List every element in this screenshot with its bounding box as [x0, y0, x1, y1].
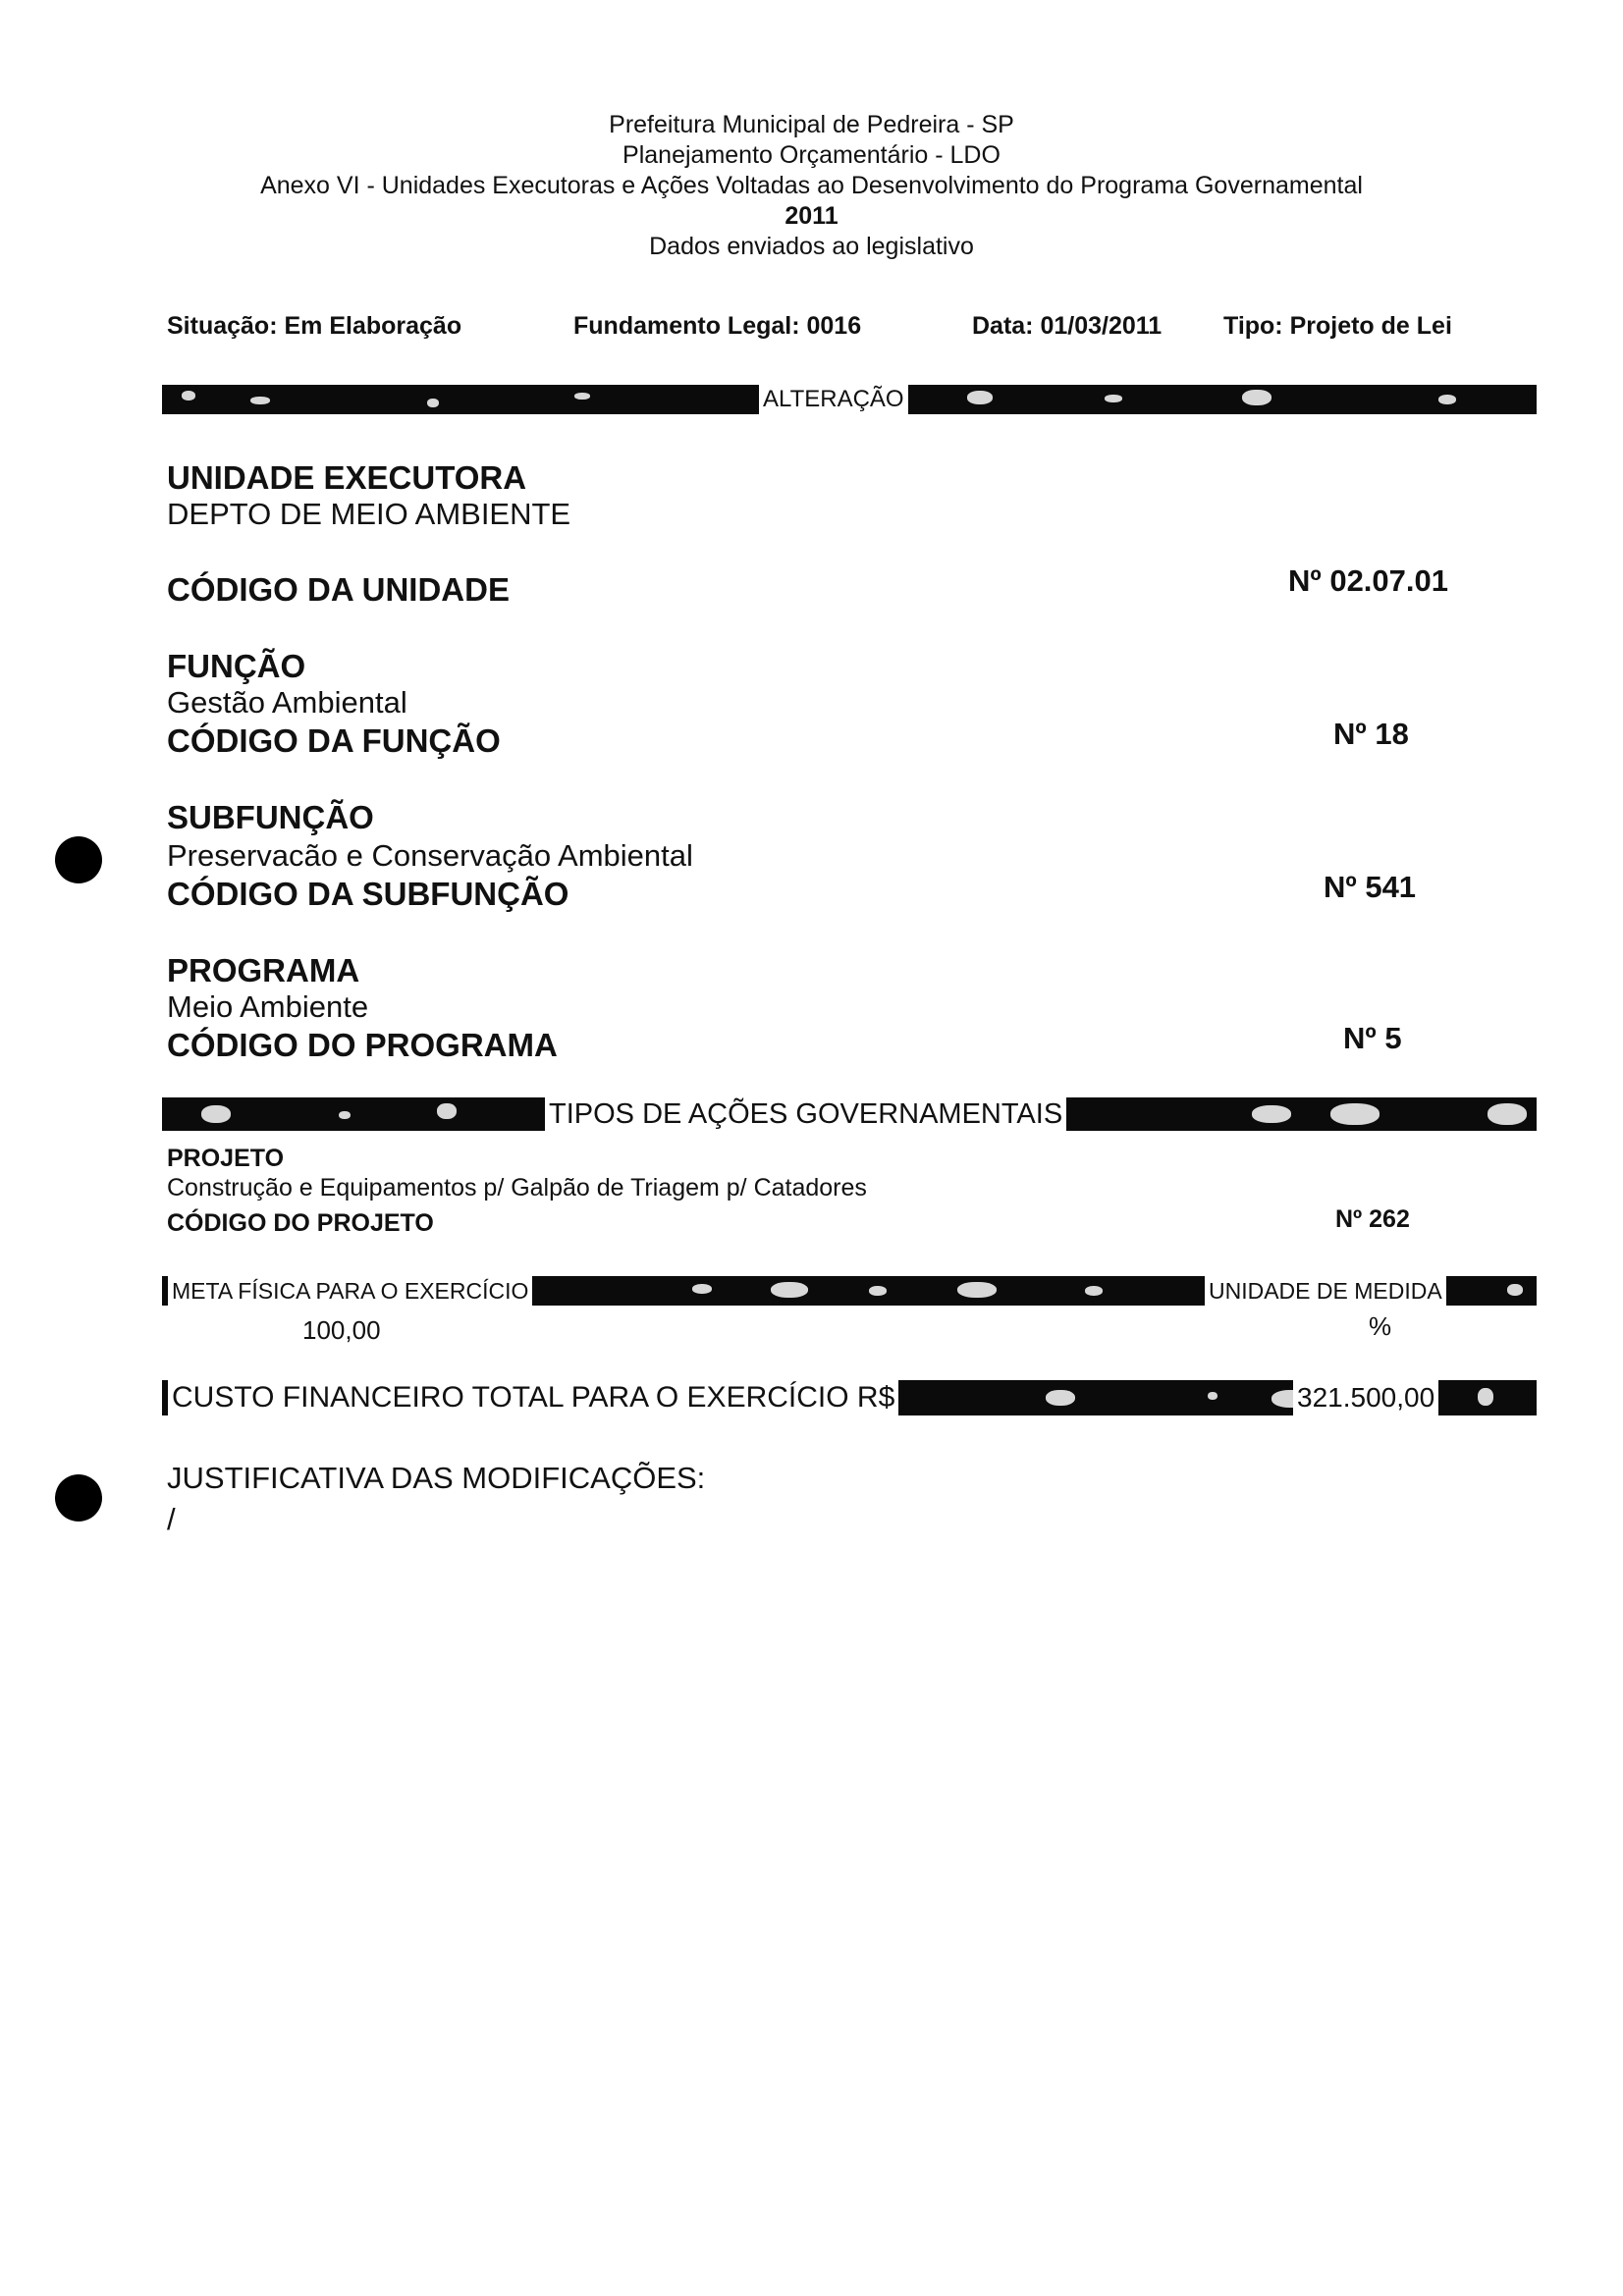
projeto-title: PROJETO	[167, 1145, 285, 1172]
meta-tipo: Tipo: Projeto de Lei	[1223, 312, 1452, 340]
subfuncao-name: Preservacão e Conservação Ambiental	[167, 838, 693, 873]
subfuncao-code: Nº 541	[1324, 870, 1417, 904]
tipos-acoes-label: TIPOS DE AÇÕES GOVERNAMENTAIS	[545, 1097, 1066, 1131]
projeto-code: Nº 262	[1335, 1205, 1410, 1233]
subfuncao-code-label: CÓDIGO DA SUBFUNÇÃO	[167, 876, 569, 912]
justificativa-label: JUSTIFICATIVA DAS MODIFICAÇÕES:	[167, 1461, 706, 1495]
custo-label: CUSTO FINANCEIRO TOTAL PARA O EXERCÍCIO R$	[168, 1380, 898, 1415]
alteracao-bar	[162, 385, 1537, 414]
unidade-code: Nº 02.07.01	[1288, 563, 1448, 598]
programa-code-label: CÓDIGO DO PROGRAMA	[167, 1027, 558, 1063]
meta-fisica-bar	[162, 1276, 1537, 1306]
programa-name: Meio Ambiente	[167, 989, 369, 1024]
tipos-acoes-bar	[162, 1097, 1537, 1131]
punch-hole-dot	[55, 1474, 102, 1522]
meta-fundamento: Fundamento Legal: 0016	[573, 312, 862, 340]
unidade-code-label: CÓDIGO DA UNIDADE	[167, 571, 510, 608]
header-year: 2011	[784, 202, 839, 230]
funcao-title: FUNÇÃO	[167, 648, 306, 684]
unidade-name: DEPTO DE MEIO AMBIENTE	[167, 497, 571, 531]
subfuncao-title: SUBFUNÇÃO	[167, 799, 374, 835]
punch-hole-dot	[55, 836, 102, 883]
header-annex: Anexo VI - Unidades Executoras e Ações Voltadas ao Desenvolvimento do Programa Governamental	[260, 172, 1363, 199]
meta-data: Data: 01/03/2011	[972, 312, 1163, 340]
custo-value: 321.500,00	[1293, 1380, 1438, 1415]
funcao-code: Nº 18	[1333, 717, 1409, 751]
meta-situacao: Situação: Em Elaboração	[167, 312, 462, 340]
funcao-name: Gestão Ambiental	[167, 685, 407, 720]
document-header	[0, 110, 1623, 262]
header-planning: Planejamento Orçamentário - LDO	[622, 141, 1001, 169]
programa-code: Nº 5	[1343, 1021, 1402, 1055]
header-sent: Dados enviados ao legislativo	[649, 233, 974, 260]
projeto-code-label: CÓDIGO DO PROJETO	[167, 1209, 434, 1237]
header-municipality: Prefeitura Municipal de Pedreira - SP	[609, 111, 1014, 138]
unidade-title: UNIDADE EXECUTORA	[167, 459, 527, 496]
meta-fisica-label: META FÍSICA PARA O EXERCÍCIO	[168, 1276, 532, 1306]
meta-fisica-value: 100,00	[302, 1315, 381, 1345]
justificativa-value: /	[167, 1502, 176, 1536]
alteracao-label: ALTERAÇÃO	[759, 385, 908, 414]
projeto-name: Construção e Equipamentos p/ Galpão de Triagem p/ Catadores	[167, 1174, 867, 1201]
unidade-medida-label: UNIDADE DE MEDIDA	[1205, 1276, 1446, 1306]
custo-bar	[162, 1380, 1537, 1415]
unidade-medida-value: %	[1369, 1311, 1392, 1341]
funcao-code-label: CÓDIGO DA FUNÇÃO	[167, 722, 501, 759]
programa-title: PROGRAMA	[167, 952, 360, 988]
